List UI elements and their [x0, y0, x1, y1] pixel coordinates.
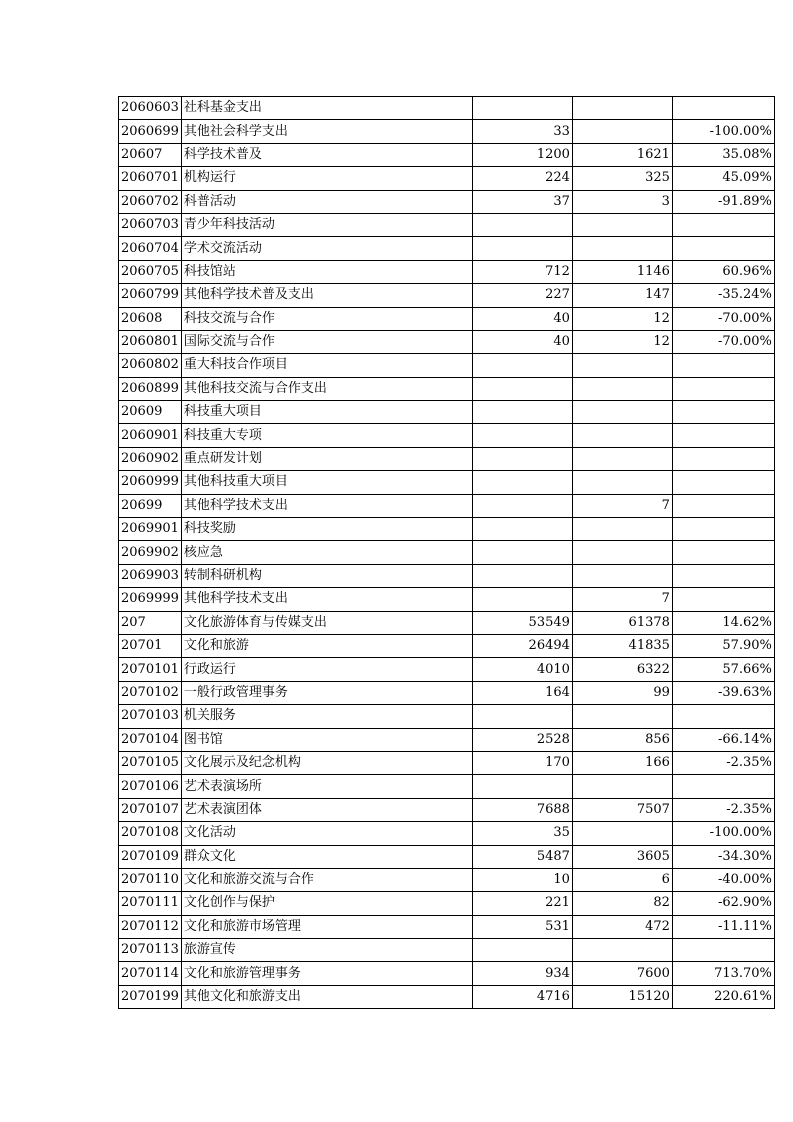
prior-amount-cell [472, 705, 572, 728]
current-amount-cell: 3 [572, 190, 672, 213]
subject-code-cell: 2060702 [119, 190, 182, 213]
change-percent-cell [672, 377, 774, 400]
current-amount-cell: 99 [572, 681, 672, 704]
table-row [119, 424, 775, 447]
current-amount-cell: 3605 [572, 845, 672, 868]
table-row [119, 681, 775, 704]
subject-code-cell: 2070109 [119, 845, 182, 868]
prior-amount-cell [472, 564, 572, 587]
change-percent-cell: -11.11% [672, 915, 774, 938]
table-row [119, 658, 775, 681]
change-percent-cell [672, 541, 774, 564]
subject-name-cell: 科技馆站 [181, 260, 472, 283]
prior-amount-cell [472, 518, 572, 541]
current-amount-cell: 12 [572, 330, 672, 353]
table-row [119, 354, 775, 377]
current-amount-cell [572, 564, 672, 587]
current-amount-cell [572, 213, 672, 236]
current-amount-cell: 472 [572, 915, 672, 938]
table-row [119, 284, 775, 307]
subject-code-cell: 2060802 [119, 354, 182, 377]
subject-code-cell: 2070112 [119, 915, 182, 938]
subject-name-cell: 文化和旅游交流与合作 [181, 868, 472, 891]
subject-name-cell: 文化活动 [181, 822, 472, 845]
change-percent-cell [672, 518, 774, 541]
change-percent-cell: -100.00% [672, 120, 774, 143]
current-amount-cell: 7507 [572, 798, 672, 821]
change-percent-cell: 57.66% [672, 658, 774, 681]
change-percent-cell: -2.35% [672, 798, 774, 821]
prior-amount-cell: 221 [472, 892, 572, 915]
subject-code-cell: 2070102 [119, 681, 182, 704]
prior-amount-cell: 227 [472, 284, 572, 307]
subject-code-cell: 2070108 [119, 822, 182, 845]
subject-name-cell: 科技交流与合作 [181, 307, 472, 330]
table-row [119, 705, 775, 728]
prior-amount-cell [472, 354, 572, 377]
subject-name-cell: 其他社会科学支出 [181, 120, 472, 143]
table-row [119, 260, 775, 283]
subject-code-cell: 20609 [119, 401, 182, 424]
current-amount-cell: 15120 [572, 985, 672, 1008]
prior-amount-cell [472, 541, 572, 564]
table-row [119, 401, 775, 424]
change-percent-cell [672, 401, 774, 424]
subject-code-cell: 2060899 [119, 377, 182, 400]
subject-name-cell: 其他科技交流与合作支出 [181, 377, 472, 400]
table-row [119, 611, 775, 634]
prior-amount-cell [472, 237, 572, 260]
subject-code-cell: 2070113 [119, 939, 182, 962]
table-row [119, 564, 775, 587]
current-amount-cell: 1621 [572, 143, 672, 166]
change-percent-cell: -91.89% [672, 190, 774, 213]
subject-code-cell: 2070104 [119, 728, 182, 751]
current-amount-cell [572, 401, 672, 424]
change-percent-cell [672, 775, 774, 798]
current-amount-cell [572, 471, 672, 494]
current-amount-cell: 41835 [572, 634, 672, 657]
subject-name-cell: 群众文化 [181, 845, 472, 868]
subject-name-cell: 机关服务 [181, 705, 472, 728]
table-row [119, 845, 775, 868]
subject-code-cell: 2069903 [119, 564, 182, 587]
table-row [119, 190, 775, 213]
current-amount-cell: 7 [572, 588, 672, 611]
prior-amount-cell [472, 775, 572, 798]
current-amount-cell: 325 [572, 167, 672, 190]
current-amount-cell [572, 705, 672, 728]
subject-name-cell: 国际交流与合作 [181, 330, 472, 353]
subject-code-cell: 2060902 [119, 447, 182, 470]
change-percent-cell [672, 471, 774, 494]
prior-amount-cell: 2528 [472, 728, 572, 751]
current-amount-cell: 166 [572, 751, 672, 774]
table-row [119, 307, 775, 330]
subject-code-cell: 2060999 [119, 471, 182, 494]
subject-code-cell: 20607 [119, 143, 182, 166]
subject-code-cell: 2070106 [119, 775, 182, 798]
change-percent-cell: -100.00% [672, 822, 774, 845]
current-amount-cell [572, 237, 672, 260]
change-percent-cell: -70.00% [672, 307, 774, 330]
change-percent-cell: -40.00% [672, 868, 774, 891]
change-percent-cell [672, 213, 774, 236]
subject-code-cell: 2070111 [119, 892, 182, 915]
current-amount-cell [572, 377, 672, 400]
subject-code-cell: 2060699 [119, 120, 182, 143]
subject-name-cell: 文化和旅游管理事务 [181, 962, 472, 985]
subject-code-cell: 2070101 [119, 658, 182, 681]
prior-amount-cell [472, 401, 572, 424]
current-amount-cell: 147 [572, 284, 672, 307]
subject-code-cell: 2070199 [119, 985, 182, 1008]
current-amount-cell [572, 518, 672, 541]
subject-name-cell: 核应急 [181, 541, 472, 564]
prior-amount-cell: 531 [472, 915, 572, 938]
subject-name-cell: 学术交流活动 [181, 237, 472, 260]
current-amount-cell [572, 97, 672, 120]
subject-code-cell: 2070103 [119, 705, 182, 728]
table-row [119, 962, 775, 985]
table-row [119, 237, 775, 260]
subject-code-cell: 2060705 [119, 260, 182, 283]
subject-code-cell: 2060801 [119, 330, 182, 353]
subject-name-cell: 行政运行 [181, 658, 472, 681]
subject-name-cell: 科技奖励 [181, 518, 472, 541]
change-percent-cell: 713.70% [672, 962, 774, 985]
subject-name-cell: 科技重大专项 [181, 424, 472, 447]
prior-amount-cell: 4716 [472, 985, 572, 1008]
subject-name-cell: 其他文化和旅游支出 [181, 985, 472, 1008]
subject-code-cell: 20699 [119, 494, 182, 517]
change-percent-cell: 14.62% [672, 611, 774, 634]
subject-name-cell: 转制科研机构 [181, 564, 472, 587]
prior-amount-cell: 1200 [472, 143, 572, 166]
table-row [119, 518, 775, 541]
change-percent-cell [672, 494, 774, 517]
subject-code-cell: 207 [119, 611, 182, 634]
subject-code-cell: 2069902 [119, 541, 182, 564]
table-row [119, 892, 775, 915]
subject-name-cell: 文化和旅游市场管理 [181, 915, 472, 938]
subject-code-cell: 2070105 [119, 751, 182, 774]
table-row [119, 915, 775, 938]
table-row [119, 728, 775, 751]
subject-name-cell: 文化和旅游 [181, 634, 472, 657]
subject-code-cell: 2060704 [119, 237, 182, 260]
change-percent-cell: -66.14% [672, 728, 774, 751]
prior-amount-cell [472, 939, 572, 962]
subject-name-cell: 重大科技合作项目 [181, 354, 472, 377]
prior-amount-cell: 170 [472, 751, 572, 774]
subject-name-cell: 其他科技重大项目 [181, 471, 472, 494]
current-amount-cell [572, 541, 672, 564]
subject-name-cell: 文化展示及纪念机构 [181, 751, 472, 774]
prior-amount-cell: 4010 [472, 658, 572, 681]
subject-code-cell: 2070114 [119, 962, 182, 985]
subject-code-cell: 20608 [119, 307, 182, 330]
current-amount-cell: 61378 [572, 611, 672, 634]
subject-code-cell: 2060603 [119, 97, 182, 120]
prior-amount-cell: 7688 [472, 798, 572, 821]
current-amount-cell: 6322 [572, 658, 672, 681]
subject-code-cell: 2060799 [119, 284, 182, 307]
prior-amount-cell [472, 213, 572, 236]
current-amount-cell: 6 [572, 868, 672, 891]
table-row [119, 97, 775, 120]
subject-name-cell: 艺术表演场所 [181, 775, 472, 798]
subject-name-cell: 社科基金支出 [181, 97, 472, 120]
subject-name-cell: 文化旅游体育与传媒支出 [181, 611, 472, 634]
subject-name-cell: 科技重大项目 [181, 401, 472, 424]
current-amount-cell: 82 [572, 892, 672, 915]
change-percent-cell [672, 564, 774, 587]
subject-code-cell: 2060701 [119, 167, 182, 190]
change-percent-cell: 45.09% [672, 167, 774, 190]
current-amount-cell [572, 354, 672, 377]
change-percent-cell: -39.63% [672, 681, 774, 704]
prior-amount-cell [472, 494, 572, 517]
prior-amount-cell: 37 [472, 190, 572, 213]
current-amount-cell [572, 822, 672, 845]
table-row [119, 447, 775, 470]
subject-code-cell: 20701 [119, 634, 182, 657]
subject-name-cell: 一般行政管理事务 [181, 681, 472, 704]
prior-amount-cell: 26494 [472, 634, 572, 657]
change-percent-cell [672, 588, 774, 611]
change-percent-cell [672, 237, 774, 260]
table-row [119, 985, 775, 1008]
prior-amount-cell [472, 377, 572, 400]
subject-name-cell: 机构运行 [181, 167, 472, 190]
subject-name-cell: 其他科学技术支出 [181, 588, 472, 611]
table-row [119, 494, 775, 517]
change-percent-cell: -35.24% [672, 284, 774, 307]
prior-amount-cell: 40 [472, 307, 572, 330]
change-percent-cell: 220.61% [672, 985, 774, 1008]
subject-name-cell: 图书馆 [181, 728, 472, 751]
prior-amount-cell: 35 [472, 822, 572, 845]
current-amount-cell [572, 775, 672, 798]
table-row [119, 939, 775, 962]
budget-table-body [119, 97, 775, 1009]
subject-code-cell: 2070107 [119, 798, 182, 821]
current-amount-cell: 1146 [572, 260, 672, 283]
change-percent-cell [672, 424, 774, 447]
subject-name-cell: 艺术表演团体 [181, 798, 472, 821]
current-amount-cell: 7600 [572, 962, 672, 985]
prior-amount-cell: 33 [472, 120, 572, 143]
subject-name-cell: 其他科学技术普及支出 [181, 284, 472, 307]
change-percent-cell [672, 354, 774, 377]
subject-name-cell: 其他科学技术支出 [181, 494, 472, 517]
current-amount-cell: 856 [572, 728, 672, 751]
table-row [119, 775, 775, 798]
prior-amount-cell [472, 447, 572, 470]
budget-table [118, 96, 775, 1009]
current-amount-cell: 12 [572, 307, 672, 330]
table-row [119, 213, 775, 236]
change-percent-cell: -34.30% [672, 845, 774, 868]
prior-amount-cell: 53549 [472, 611, 572, 634]
change-percent-cell [672, 97, 774, 120]
table-row [119, 751, 775, 774]
table-row [119, 798, 775, 821]
subject-name-cell: 科普活动 [181, 190, 472, 213]
subject-name-cell: 重点研发计划 [181, 447, 472, 470]
change-percent-cell: 35.08% [672, 143, 774, 166]
change-percent-cell: -2.35% [672, 751, 774, 774]
prior-amount-cell [472, 471, 572, 494]
prior-amount-cell: 40 [472, 330, 572, 353]
current-amount-cell [572, 120, 672, 143]
table-row [119, 471, 775, 494]
prior-amount-cell: 934 [472, 962, 572, 985]
table-row [119, 634, 775, 657]
change-percent-cell [672, 939, 774, 962]
prior-amount-cell: 10 [472, 868, 572, 891]
table-row [119, 330, 775, 353]
table-row [119, 377, 775, 400]
prior-amount-cell [472, 588, 572, 611]
prior-amount-cell [472, 97, 572, 120]
table-row [119, 541, 775, 564]
prior-amount-cell [472, 424, 572, 447]
subject-code-cell: 2069901 [119, 518, 182, 541]
prior-amount-cell: 164 [472, 681, 572, 704]
change-percent-cell: -62.90% [672, 892, 774, 915]
current-amount-cell [572, 424, 672, 447]
prior-amount-cell: 712 [472, 260, 572, 283]
prior-amount-cell: 5487 [472, 845, 572, 868]
table-row [119, 588, 775, 611]
table-row [119, 167, 775, 190]
current-amount-cell [572, 939, 672, 962]
change-percent-cell [672, 705, 774, 728]
change-percent-cell: -70.00% [672, 330, 774, 353]
subject-code-cell: 2060901 [119, 424, 182, 447]
subject-name-cell: 旅游宣传 [181, 939, 472, 962]
subject-code-cell: 2060703 [119, 213, 182, 236]
subject-code-cell: 2069999 [119, 588, 182, 611]
subject-name-cell: 科学技术普及 [181, 143, 472, 166]
table-row [119, 822, 775, 845]
subject-code-cell: 2070110 [119, 868, 182, 891]
subject-name-cell: 文化创作与保护 [181, 892, 472, 915]
table-row [119, 120, 775, 143]
current-amount-cell [572, 447, 672, 470]
change-percent-cell [672, 447, 774, 470]
prior-amount-cell: 224 [472, 167, 572, 190]
table-row [119, 868, 775, 891]
table-row [119, 143, 775, 166]
change-percent-cell: 57.90% [672, 634, 774, 657]
subject-name-cell: 青少年科技活动 [181, 213, 472, 236]
change-percent-cell: 60.96% [672, 260, 774, 283]
current-amount-cell: 7 [572, 494, 672, 517]
